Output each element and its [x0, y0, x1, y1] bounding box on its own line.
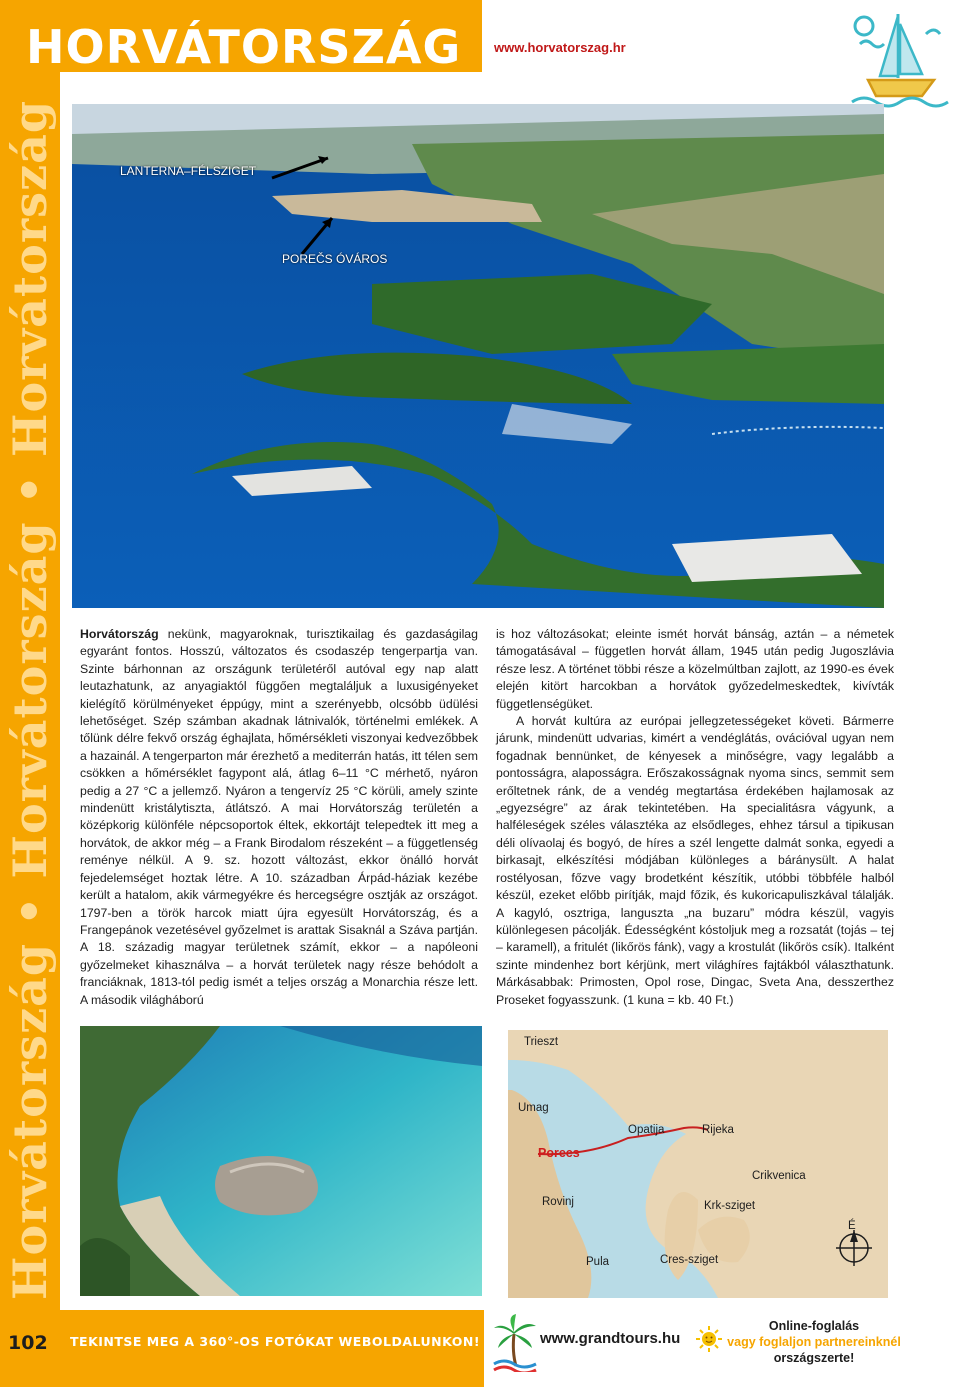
- article-left-column: [80, 626, 478, 1009]
- palm-logo-icon: [492, 1312, 538, 1372]
- promo-online-booking: Online-foglalás: [768, 1319, 860, 1333]
- map-label-krk: Krk-sziget: [704, 1200, 756, 1212]
- map-label-rijeka: Rijeka: [702, 1124, 734, 1136]
- footer-cta: TEKINTSE MEG A 360°-OS FOTÓKAT WEBOLDALUNKON!: [70, 1334, 481, 1349]
- page-title: HORVÁTORSZÁG: [26, 20, 462, 74]
- side-band: [0, 0, 60, 1387]
- map-north-label: É: [848, 1220, 856, 1232]
- promo-nationwide: országszerte!: [773, 1351, 855, 1365]
- map-label-umag: Umag: [518, 1102, 549, 1114]
- sun-icon: [696, 1326, 722, 1352]
- map-label-trieszt: Trieszt: [524, 1036, 559, 1048]
- footer-promo: [722, 1318, 906, 1366]
- header-url-link[interactable]: www.horvatorszag.hr: [494, 40, 626, 55]
- region-map: [508, 1030, 888, 1298]
- map-label-rovinj: Rovinj: [542, 1196, 574, 1208]
- photo-label-peninsula: LANTERNA–FÉLSZIGET: [120, 164, 257, 178]
- coast-photo: [80, 1026, 482, 1296]
- promo-partners: vagy foglaljon partnereinknél: [727, 1335, 901, 1349]
- side-band-text: Horvátország • Horvátország • Horvátország: [3, 99, 57, 1300]
- footer-url-link[interactable]: www.grandtours.hu: [540, 1330, 681, 1347]
- map-label-cres: Cres-sziget: [660, 1254, 719, 1266]
- article-left-text: Horvátország nekünk, magyaroknak, turisztikailag és gazdaságilag egyaránt fontos. Hosszú, változatos és csodaszép tengerpartja van. Szinte bárhonnan az országunk területéről autóval egy nap alatt leutazhatunk, az anyagiaktól függően megtaláljuk a luxusigényeket kielégítő körülményeket éppúgy, mint a szerényebb, olcsóbb üdülési lehetőséget. Szép számban akadnak látnivalók, történelmi emlékek. A tőlünk délre fekvő ország éghajlata, hőmérsékleti viszonyai kedvezőbbek a hazainál. A tengerparton már érezhető a mediterrán hatás, itt télen sem csökken a hőmérséklet fagypont alá, átlag 6–11 °C mérhető, nyáron pedig a 27 °C a jellemző. Nyáron a tengervíz 25 °C körüli, amely szinte mindenütt kristálytiszta, átlátszó. A mai Horvátország területén a középkorig különféle népcsoportok éltek, ekkortájt telepedtek itt meg a horvátok, de akkor még – a Frank Birodalom részeként – a függetlenség reménye nélkül. A 9. sz. hozott változást, ekkor önálló horvát fejedelemséget hoztak létre. A 10. században Árpád-háziak kezébe került a hatalom, akik vármegyékre és hercegségre osztják az országot. 1797-ben a török harcok miatt újra egyesült Horvátország, és a Frangepánok vezetésével győzelmet is arattak Sisaknál a Száva partján. A 18. századig magyar területnek számít, ekkor – a napóleoni győzelmeket kihasználva – a horvát területek nagy része behódolt a franciáknak, 1813-tól pedig ismét a teljes ország a Monarchia része lett. A második világháború: [80, 627, 478, 1007]
- map-label-crikvenica: Crikvenica: [752, 1170, 806, 1182]
- photo-label-oldtown: POREČS ÓVÁROS: [282, 252, 388, 266]
- map-label-opatija: Opatija: [628, 1124, 665, 1136]
- article-right-column: [496, 626, 894, 1009]
- map-label-pula: Pula: [586, 1256, 610, 1268]
- map-label-porec: Porecs: [538, 1146, 580, 1160]
- article-right-paragraph-2: A horvát kultúra az európai jellegzetességeket követi. Bármerre járunk, mindenütt udvarias, kimért a vendéglátás, ovációval ugyan nem fogadnak bennünket, de kényesek a minőségre, vagy legalább a pontosságra, alaposságra. Erőszakosságnak nyoma sincs, semmit sem erőltetnek ránk, de a vendég megtartása érdekében hajlamosak az „egyezségre” az árak tekintetében. Ha specialitásra vágyunk, a halféleségek széles választéka az elsődleges, ehhez társul a tipikusan déli olívaolaj és bogyó, de híres a szél lengette dalmát sonka, egyedi a birkasajt, elkészítési módjában különleges a báránysült. A halat rostélyosan, főzve vagy brodetként készítik, utóbbi többféle halból készül, ezeket előbb pirítják, majd főzik, és kukoricapuliszkával tálalják. A kagyló, osztriga, languszta „na buzaru” módra készül, vagyis különlegesen pácolják. Édességként kóstoljuk meg a rozsatát (tojás – tej – karamell), a fritulét (likőrös fánk), vagy a krostulát (likőrös csík). Italként szinte mindenhez bort kérjünk, mert világhíres fajtákból választhatunk. Márkásabbak: Primosten, Opol rose, Dingac, Sveta Ana, desszerthez Proseket fogyasszunk. (1 kuna = kb. 40 Ft.): [496, 714, 894, 1007]
- sailboat-logo-icon: [842, 4, 954, 112]
- aerial-photo: [72, 104, 884, 608]
- page-number: 102: [8, 1332, 48, 1354]
- article-right-paragraph-1: is hoz változásokat; eleinte ismét horvát bánság, aztán – a németek támogatásával – független horvát állam, 1945 után pedig Jugoszlávia része lesz. A történet többi része a közelmúltban zajlott, az 1990-es évek elején kitört harcokban a horvátok győzedelmeskedtek, kivívták függetlenségüket.: [496, 627, 894, 711]
